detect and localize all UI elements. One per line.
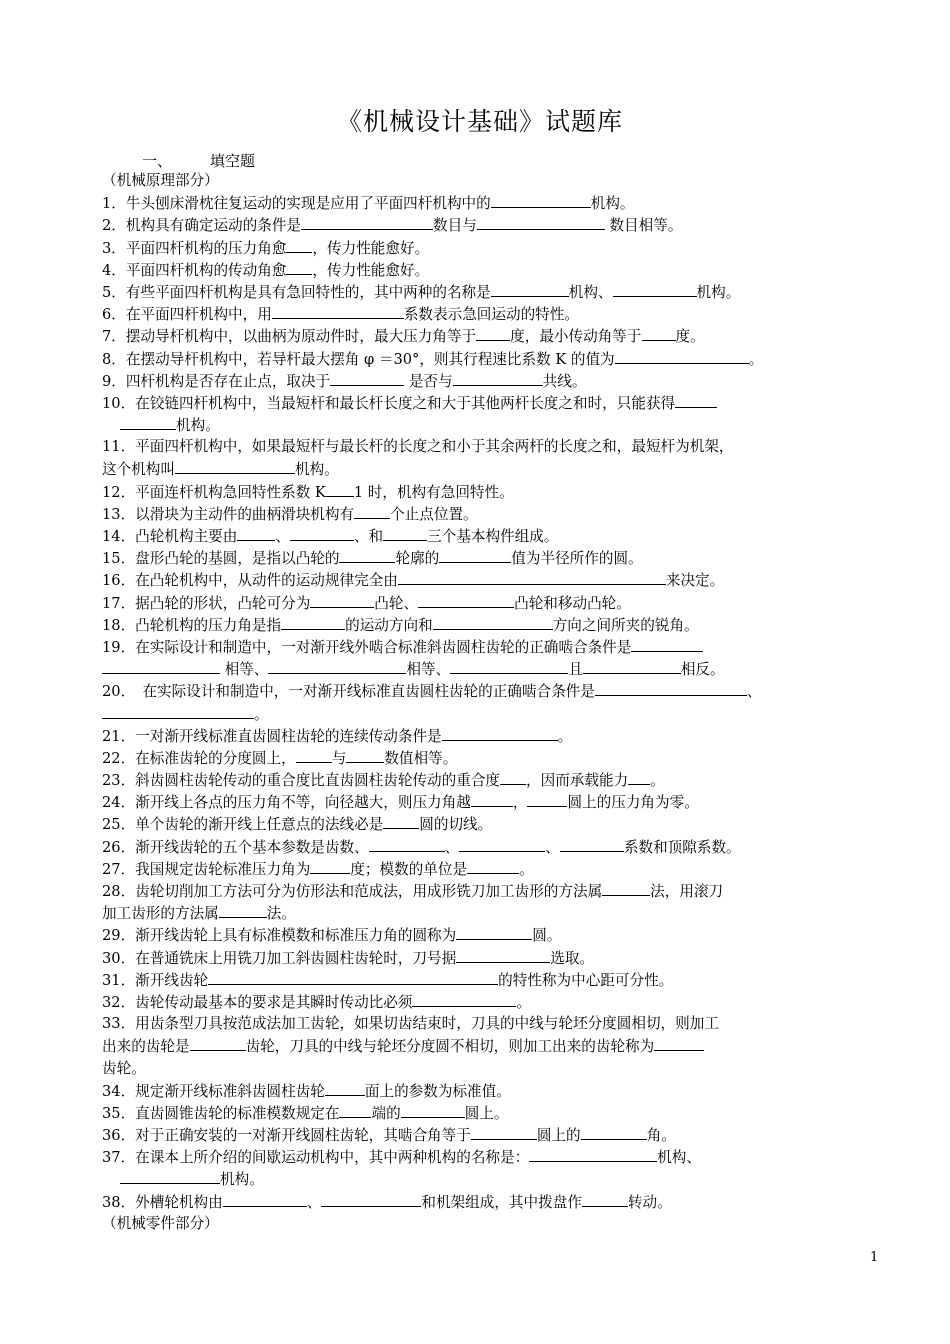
question-text: 相等、 bbox=[220, 661, 269, 679]
question-text: 相反。 bbox=[680, 661, 725, 679]
question-line bbox=[102, 303, 832, 325]
question-text: 的特性称为中心距可分性。 bbox=[498, 971, 674, 989]
question-line bbox=[102, 1146, 832, 1168]
question-text: 20． 在实际设计和制造中，一对渐开线标准直齿圆柱齿轮的正确啮合条件是 bbox=[102, 683, 595, 701]
answer-blank[interactable] bbox=[223, 1191, 307, 1207]
question-line bbox=[102, 325, 832, 347]
question-line bbox=[102, 214, 832, 236]
answer-blank[interactable] bbox=[120, 414, 176, 430]
question-text: ， bbox=[512, 794, 528, 812]
answer-blank[interactable] bbox=[439, 547, 511, 563]
answer-blank[interactable] bbox=[477, 214, 605, 230]
question-line bbox=[102, 436, 832, 458]
question-text: 31．渐开线齿轮 bbox=[102, 971, 209, 989]
answer-blank[interactable] bbox=[442, 725, 558, 741]
answer-blank[interactable] bbox=[339, 547, 395, 563]
question-text: 面上的参数为标准值。 bbox=[364, 1082, 511, 1100]
question-text: 机构。 bbox=[590, 195, 635, 213]
answer-blank[interactable] bbox=[595, 680, 747, 696]
answer-blank[interactable] bbox=[208, 969, 498, 985]
question-text: 8．在摆动导杆机构中，若导杆最大摆角 φ ＝30°，则其行程速比系数 K 的值为 bbox=[102, 350, 615, 368]
answer-blank[interactable] bbox=[615, 348, 749, 364]
question-text: 选取。 bbox=[550, 949, 595, 967]
answer-blank[interactable] bbox=[346, 747, 384, 763]
question-text: 18．凸轮机构的压力角是指 bbox=[102, 616, 282, 634]
question-text: 27．我国规定齿轮标准压力角为 bbox=[102, 860, 311, 878]
answer-blank[interactable] bbox=[281, 614, 345, 630]
question-line bbox=[102, 902, 832, 924]
question-text: 11．平面四杆机构中，如果最短杆与最长杆的长度之和小于其余两杆的长度之和，最短杆为机架， bbox=[102, 438, 734, 456]
answer-blank[interactable] bbox=[582, 1191, 628, 1207]
question-text: 37．在课本上所介绍的间歇运动机构中，其中两种机构的名称是： bbox=[102, 1149, 530, 1167]
question-text: 、 bbox=[545, 838, 560, 856]
question-text: 23．斜齿圆柱齿轮传动的重合度比直齿圆柱齿轮传动的重合度 bbox=[102, 772, 501, 790]
question-text: 21．一对渐开线标准直齿圆柱齿轮的连续传动条件是 bbox=[102, 727, 442, 745]
question-text: 10．在铰链四杆机构中，当最短杆和最长杆长度之和大于其他两杆长度之和时，只能获得 bbox=[102, 394, 676, 412]
question-text: 是否与 bbox=[404, 372, 453, 390]
question-text: 35．直齿圆锥齿轮的标准模数规定在 bbox=[102, 1104, 340, 1122]
answer-blank[interactable] bbox=[583, 658, 681, 674]
question-text: 数目相等。 bbox=[604, 217, 683, 235]
answer-blank[interactable] bbox=[339, 1102, 371, 1118]
answer-blank[interactable] bbox=[330, 370, 404, 386]
question-text: ，传力性能愈好。 bbox=[312, 261, 430, 279]
question-text: 法。 bbox=[266, 905, 296, 923]
answer-blank[interactable] bbox=[456, 947, 550, 963]
question-text: 与 bbox=[331, 749, 347, 767]
answer-blank[interactable] bbox=[560, 836, 624, 852]
answer-blank[interactable] bbox=[628, 769, 650, 785]
question-text: 系数和顶隙系数。 bbox=[623, 838, 741, 856]
answer-blank[interactable] bbox=[642, 325, 676, 341]
question-text: 三个基本构件组成。 bbox=[427, 528, 559, 545]
part-heading: （机械原理部分） bbox=[102, 172, 219, 189]
answer-blank[interactable] bbox=[326, 481, 354, 497]
answer-blank[interactable] bbox=[491, 192, 591, 208]
question-line bbox=[102, 747, 832, 769]
answer-blank[interactable] bbox=[310, 592, 374, 608]
question-text: 6．在平面四杆机构中，用 bbox=[102, 306, 272, 324]
answer-blank[interactable] bbox=[120, 1168, 220, 1184]
answer-blank[interactable] bbox=[190, 1035, 246, 1051]
answer-blank[interactable] bbox=[321, 1191, 421, 1207]
answer-blank[interactable] bbox=[675, 392, 717, 408]
question-text: 的运动方向和 bbox=[345, 616, 433, 634]
question-line bbox=[102, 991, 832, 1013]
question-text: 度；模数的单位是 bbox=[350, 860, 468, 878]
question-line bbox=[102, 836, 832, 858]
question-line bbox=[102, 880, 832, 902]
question-line bbox=[102, 458, 832, 480]
question-line bbox=[102, 813, 832, 835]
answer-blank[interactable] bbox=[491, 281, 569, 297]
question-line bbox=[102, 569, 832, 591]
question-text: 、和 bbox=[353, 528, 384, 545]
question-text: 14．凸轮机构主要由 bbox=[102, 528, 238, 545]
answer-blank[interactable] bbox=[310, 858, 350, 874]
question-text: 机构。 bbox=[176, 417, 220, 435]
answer-blank[interactable] bbox=[456, 924, 532, 940]
answer-blank[interactable] bbox=[471, 791, 513, 807]
question-text: 相等、 bbox=[406, 661, 451, 679]
answer-blank[interactable] bbox=[654, 1035, 704, 1051]
answer-blank[interactable] bbox=[476, 325, 510, 341]
question-text: 。 bbox=[650, 772, 665, 790]
question-text: 16．在凸轮机构中，从动件的运动规律完全由 bbox=[102, 572, 398, 590]
question-text: 。 bbox=[519, 860, 534, 878]
question-text: 1．牛头刨床滑枕往复运动的实现是应用了平面四杆机构中的 bbox=[102, 195, 491, 213]
question-line bbox=[102, 370, 832, 392]
answer-blank[interactable] bbox=[529, 1146, 657, 1162]
answer-blank[interactable] bbox=[268, 658, 406, 674]
answer-blank[interactable] bbox=[383, 813, 419, 829]
question-text: 12．平面连杆机构急回特性系数 K bbox=[102, 483, 326, 501]
question-list bbox=[102, 170, 832, 1213]
question-text: 、 bbox=[746, 683, 762, 701]
question-text: 。 bbox=[254, 705, 269, 723]
answer-blank[interactable] bbox=[613, 281, 697, 297]
question-text: 、 bbox=[275, 528, 290, 545]
question-line bbox=[102, 1191, 832, 1213]
question-text: 7．摆动导杆机构中，以曲柄为原动件时，最大压力角等于 bbox=[102, 328, 477, 346]
question-line bbox=[102, 481, 832, 503]
question-text: 凸轮、 bbox=[374, 594, 419, 612]
question-text: 24．渐开线上各点的压力角不等，向径越大，则压力角越 bbox=[102, 794, 471, 812]
question-text: 圆上的 bbox=[536, 1127, 581, 1145]
answer-blank[interactable] bbox=[527, 791, 567, 807]
question-line bbox=[102, 1168, 832, 1190]
question-text: 13．以滑块为主动件的曲柄滑块机构有 bbox=[102, 505, 355, 523]
question-text: 9．四杆机构是否存在止点，取决于 bbox=[102, 372, 331, 390]
answer-blank[interactable] bbox=[401, 1102, 465, 1118]
question-text: 齿轮，刀具的中线与轮坯分度圆不相切，则加工出来的齿轮称为 bbox=[245, 1038, 655, 1056]
question-text: ，因而承载能力 bbox=[526, 772, 629, 790]
question-text: 圆。 bbox=[532, 927, 562, 945]
answer-blank[interactable] bbox=[450, 658, 568, 674]
question-line bbox=[102, 192, 832, 214]
question-text: 转动。 bbox=[627, 1193, 672, 1211]
answer-blank[interactable] bbox=[602, 880, 650, 896]
question-text: 38．外槽轮机构由 bbox=[102, 1193, 223, 1211]
answer-blank[interactable] bbox=[459, 836, 545, 852]
question-text: 来决定。 bbox=[665, 572, 725, 590]
question-line bbox=[102, 1102, 832, 1124]
question-text: 度。 bbox=[675, 328, 705, 346]
question-text: 数目与 bbox=[433, 217, 477, 235]
answer-blank[interactable] bbox=[286, 259, 312, 275]
question-line bbox=[102, 680, 832, 702]
answer-blank[interactable] bbox=[325, 1080, 365, 1096]
question-line bbox=[102, 969, 832, 991]
question-text: 29．渐开线齿轮上具有标准模数和标准压力角的圆称为 bbox=[102, 927, 457, 945]
question-text: 加工齿形的方法属 bbox=[102, 905, 219, 923]
question-text: 、 bbox=[306, 1193, 322, 1211]
question-text: 圆上。 bbox=[464, 1104, 509, 1122]
question-text: 28．齿轮切削加工方法可分为仿形法和范成法，用成形铣刀加工齿形的方法属 bbox=[102, 883, 603, 900]
section-heading bbox=[142, 150, 255, 171]
question-text: 系数表示急回运动的特性。 bbox=[403, 306, 579, 324]
question-line bbox=[102, 259, 832, 281]
answer-blank[interactable] bbox=[398, 569, 666, 585]
question-text: 且 bbox=[568, 661, 583, 679]
document-title: 《机械设计基础》试题库 bbox=[336, 107, 623, 136]
question-line bbox=[102, 791, 832, 813]
answer-blank[interactable] bbox=[471, 1124, 537, 1140]
question-line bbox=[102, 1080, 832, 1102]
answer-blank[interactable] bbox=[102, 703, 254, 719]
question-line bbox=[102, 636, 832, 658]
question-line bbox=[102, 769, 832, 791]
question-line bbox=[102, 547, 832, 569]
question-text: 度，最小传动角等于 bbox=[510, 328, 642, 346]
question-text: 共线。 bbox=[542, 372, 587, 390]
answer-blank[interactable] bbox=[500, 769, 526, 785]
question-text: 30．在普通铣床上用铣刀加工斜齿圆柱齿轮时，刀号据 bbox=[102, 949, 457, 967]
question-text: 22．在标准齿轮的分度圆上， bbox=[102, 749, 296, 767]
question-line bbox=[102, 614, 832, 636]
question-text: 36．对于正确安装的一对渐开线圆柱齿轮，其啮合角等于 bbox=[102, 1127, 471, 1145]
answer-blank[interactable] bbox=[301, 214, 433, 230]
question-line bbox=[102, 1124, 832, 1146]
answer-blank[interactable] bbox=[453, 370, 543, 386]
question-line bbox=[102, 592, 832, 614]
answer-blank[interactable] bbox=[354, 503, 390, 519]
answer-blank[interactable] bbox=[433, 614, 553, 630]
section-number: 一、 bbox=[142, 152, 173, 170]
question-text: 34．规定渐开线标准斜齿圆柱齿轮 bbox=[102, 1082, 325, 1100]
question-text: 圆的切线。 bbox=[419, 816, 493, 834]
question-text: 机构、 bbox=[568, 283, 613, 301]
question-text: 轮廓的 bbox=[395, 550, 440, 568]
question-text: 法，用滚刀 bbox=[650, 883, 724, 900]
question-text: 端的 bbox=[371, 1104, 401, 1122]
question-line bbox=[102, 237, 832, 259]
question-text: 。 bbox=[748, 350, 764, 368]
page-number: 1 bbox=[870, 1250, 879, 1265]
answer-blank[interactable] bbox=[175, 458, 295, 474]
question-text: ，传力性能愈好。 bbox=[312, 239, 430, 257]
question-text: 33．用齿条型刀具按范成法加工齿轮，如果切齿结束时，刀具的中线与轮坯分度圆相切，则加工 bbox=[102, 1015, 719, 1033]
question-text: 、 bbox=[444, 838, 460, 856]
question-text: 角。 bbox=[646, 1127, 676, 1145]
question-line bbox=[102, 348, 832, 370]
question-text: 1 时，机构有急回特性。 bbox=[353, 483, 514, 501]
question-text: 17．据凸轮的形状，凸轮可分为 bbox=[102, 594, 311, 612]
question-text: 机构。 bbox=[294, 461, 339, 479]
question-text: 。 bbox=[557, 727, 573, 745]
answer-blank[interactable] bbox=[383, 525, 427, 541]
part-heading-2: （机械零件部分） bbox=[102, 1215, 219, 1232]
question-text: 4．平面四杆机构的传动角愈 bbox=[102, 261, 287, 279]
answer-blank[interactable] bbox=[581, 1124, 647, 1140]
question-line bbox=[102, 281, 832, 303]
section-name: 填空题 bbox=[210, 152, 256, 170]
question-text: 3．平面四杆机构的压力角愈 bbox=[102, 239, 287, 257]
question-line bbox=[102, 525, 832, 547]
answer-blank[interactable] bbox=[412, 991, 516, 1007]
answer-blank[interactable] bbox=[369, 836, 445, 852]
question-text: 机构。 bbox=[696, 283, 741, 301]
question-text: 5．有些平面四杆机构是具有急回特性的，其中两种的名称是 bbox=[102, 283, 491, 301]
question-line bbox=[102, 1013, 832, 1035]
question-text: 32．齿轮传动最基本的要求是其瞬时传动比必须 bbox=[102, 993, 413, 1011]
answer-blank[interactable] bbox=[290, 525, 354, 541]
question-text: 凸轮和移动凸轮。 bbox=[514, 594, 631, 612]
question-line bbox=[102, 503, 832, 525]
question-text: 值为半径所作的圆。 bbox=[511, 550, 643, 568]
question-text: 圆上的压力角为零。 bbox=[567, 794, 699, 812]
question-text: 方向之间所夹的锐角。 bbox=[552, 616, 699, 634]
answer-blank[interactable] bbox=[102, 658, 220, 674]
answer-blank[interactable] bbox=[237, 525, 275, 541]
question-text: 个止点位置。 bbox=[390, 505, 478, 523]
answer-blank[interactable] bbox=[272, 303, 404, 319]
question-text: 19．在实际设计和制造中，一对渐开线外啮合标准斜齿圆柱齿轮的正确啮合条件是 bbox=[102, 638, 632, 656]
question-text: 15．盘形凸轮的基圆，是指以凸轮的 bbox=[102, 550, 340, 568]
question-line bbox=[102, 392, 832, 414]
question-line bbox=[102, 924, 832, 946]
question-line bbox=[102, 947, 832, 969]
question-line bbox=[102, 658, 832, 680]
question-line bbox=[102, 703, 832, 725]
question-text: 数值相等。 bbox=[384, 749, 458, 767]
answer-blank[interactable] bbox=[467, 858, 519, 874]
answer-blank[interactable] bbox=[219, 902, 267, 918]
answer-blank[interactable] bbox=[418, 592, 514, 608]
question-line bbox=[102, 1058, 832, 1080]
answer-blank[interactable] bbox=[631, 636, 703, 652]
question-line bbox=[102, 1035, 832, 1057]
answer-blank[interactable] bbox=[296, 747, 332, 763]
question-line bbox=[102, 725, 832, 747]
question-text: 。 bbox=[516, 993, 532, 1011]
question-text: 齿轮。 bbox=[102, 1059, 146, 1077]
question-line bbox=[102, 414, 832, 436]
question-text: 26．渐开线齿轮的五个基本参数是齿数、 bbox=[102, 838, 369, 856]
question-text: 2．机构具有确定运动的条件是 bbox=[102, 217, 302, 235]
question-text: 机构、 bbox=[657, 1149, 701, 1167]
answer-blank[interactable] bbox=[286, 237, 312, 253]
question-text: 出来的齿轮是 bbox=[102, 1038, 190, 1056]
question-text: 25．单个齿轮的渐开线上任意点的法线必是 bbox=[102, 816, 384, 834]
question-text: 和机架组成，其中拨盘作 bbox=[421, 1193, 582, 1211]
question-text: 这个机构叫 bbox=[102, 461, 175, 479]
question-text: 机构。 bbox=[220, 1171, 264, 1189]
question-line bbox=[102, 858, 832, 880]
